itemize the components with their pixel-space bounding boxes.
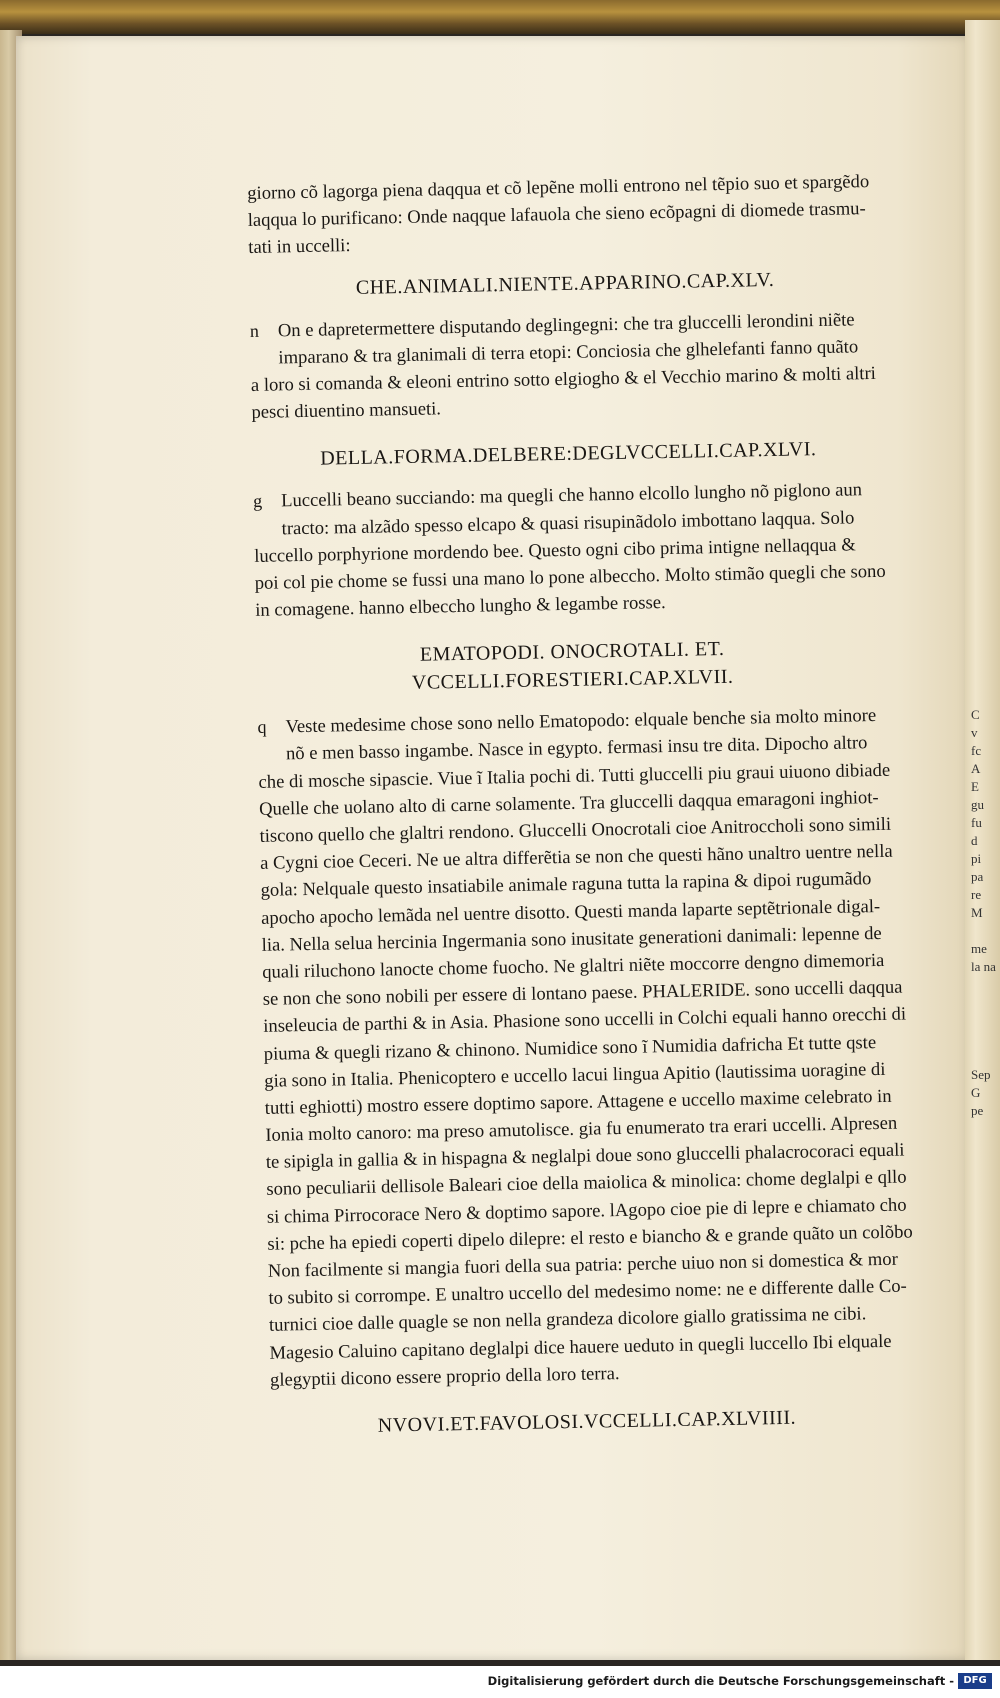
text-line: se non che sono nobili per essere di lontano paese. PHALERIDE. sono uccelli daqqua — [262, 976, 903, 1010]
text-line: Ionia molto canoro: ma preso amutolisce. gia fu enumerato tra erari uccelli. Alpresen — [265, 1112, 898, 1146]
chapter-heading-xlvi: DELLA.FORMA.DELBERE:DEGLVCCELLI.CAP.XLVI. — [320, 438, 817, 470]
paragraph-2 — [250, 305, 884, 426]
text-line: apocho apocho lemãda nel uentre disotto. Questi manda laparte septẽtrionale digal- — [260, 895, 881, 929]
page-text — [247, 168, 913, 1442]
paragraph-3 — [253, 476, 887, 624]
facing-page-edge — [965, 20, 1000, 1660]
text-line: Luccelli beano succiando: ma quegli che hanno elcollo lungho nõ piglono aun — [280, 479, 863, 512]
chapter-heading-xlv: CHE.ANIMALI.NIENTE.APPARINO.CAP.XLV. — [355, 268, 775, 299]
text-line: to subito si corrompe. E unaltro uccello del medesimo nome: ne e differente dalle Co- — [268, 1275, 907, 1309]
text-line: tiscono quello che glaltri rendono. Gluccelli Onocrotali cioe Anitroccholi sono simili — [259, 813, 892, 847]
text-line: giorno cõ lagorga piena daqqua et cõ lepẽne molli entrono nel tẽpio suo et spargẽdo — [247, 171, 870, 204]
text-line: laqqua lo purificano: Onde naqque lafauola che sieno ecõpagni di diomede trasmu- — [247, 198, 866, 232]
text-line: Non facilmente si mangia fuori della sua patria: perche uiuo non si domestica & mor — [267, 1248, 898, 1282]
text-line: imparano & tra glanimali di terra etopi: Conciosia che glhelefanti fanno quãto — [278, 336, 859, 369]
text-line: Magesio Caluino capitano deglalpi dice hauere ueduto in quegli luccello Ibi elquale — [269, 1330, 892, 1364]
guide-letter: q — [257, 716, 267, 738]
text-line: sono peculiarii dellisole Baleari cioe della maiolica & minolica: chome deglalpi e qllo — [266, 1166, 907, 1201]
text-line: nõ e men basso ingambe. Nasce in egypto. fermasi insu tre dita. Dipocho altro — [285, 732, 868, 765]
text-line: gola: Nelquale questo insatiabile animale raguna tutta la rapina & dipoi rugumãdo — [260, 868, 872, 902]
paragraph-1 — [247, 168, 880, 262]
text-line: Veste medesime chose sono nello Ematopodo: elquale benche sia molto minore — [285, 705, 877, 738]
text-line: pesci diuentino mansueti. — [251, 398, 442, 424]
text-line: che di mosche sipascie. Viue ĩ Italia pochi di. Tutti gluccelli piu graui uiuono dibiade — [258, 759, 891, 793]
guide-letter: n — [249, 320, 260, 341]
paragraph-4 — [257, 702, 913, 1394]
text-line: inseleucia de parthi & in Asia. Phasione sono uccelli in Colchi equali hanno orecchi di — [263, 1003, 907, 1038]
book-top-edge — [0, 0, 1000, 34]
chapter-heading-xlvii-line1: EMATOPODI. ONOCROTALI. ET. — [419, 638, 725, 667]
guide-letter: g — [252, 491, 263, 512]
chapter-heading-xlvii-line2: VCCELLI.FORESTIERI.CAP.XLVII. — [411, 666, 734, 695]
chapter-heading-xlviiii: NVOVI.ET.FAVOLOSI.VCCELLI.CAP.XLVIIII. — [377, 1406, 797, 1437]
text-line: si chima Pirrocorace Nero & doptimo sapore. lAgopo cioe pie di lepre e chiamato cho — [266, 1194, 907, 1228]
text-line: a Cygni cioe Ceceri. Ne ue altra differẽtia se non che questi hãno unaltro uentre nella — [259, 840, 893, 875]
text-line: glegyptii dicono essere proprio della loro terra. — [269, 1362, 620, 1391]
dfg-logo: DFG — [958, 1673, 992, 1689]
text-line: turnici cioe dalle quagle se non nella grandeza dicolore giallo gratissima ne cibi. — [268, 1303, 867, 1337]
footer-bar — [0, 1666, 1000, 1698]
text-line: a loro si comanda & eleoni entrino sotto elgiogho & el Vecchio marino & molti altri — [250, 362, 877, 396]
text-line: quali riluchono lanocte chome fuocho. Ne glaltri niẽte moccorre dengno dimemoria — [262, 949, 885, 983]
facing-page-text: C v fc A E gu fu d pi pa re M me la na Sep G pe — [971, 707, 996, 1118]
text-line: te sipigla in gallia & in hispagna & neglalpi doue sono gluccelli phalacrocoraci equali — [265, 1139, 905, 1174]
text-line: On e dapretermettere disputando deglingegni: che tra gluccelli lerondini niẽte — [277, 308, 855, 341]
text-line: in comagene. hanno elbeccho lungho & legambe rosse. — [255, 592, 666, 621]
text-line: tutti eghiotti) mostro essere doptimo sapore. Attagene e uccello maxime celebrato in — [264, 1085, 892, 1119]
text-line: lia. Nella selua hercinia Ingermania sono inusitate generationi danimali: lepenne de — [261, 922, 882, 956]
text-line: si: pche ha epiedi coperti dipelo dilepre: el resto e biancho & e grande quãto un colõbo — [267, 1221, 913, 1255]
text-line: tracto: ma alzãdo spesso elcapo & quasi risupinãdolo imbottano laqqua. Solo — [281, 506, 855, 539]
text-line: gia sono in Italia. Phenicoptero e uccello lacui lingua Apitio (lautissima uoragine di — [264, 1058, 886, 1092]
text-line: poi col pie chome se fussi una mano lo pone albeccho. Molto stimão quegli che sono — [254, 560, 886, 594]
text-line: luccello porphyrione mordendo bee. Questo ogni cibo prima intigne nellaqqua & — [254, 534, 856, 567]
text-line: piuma & quegli rizano & chinono. Numidice sono ĩ Numidia dafricha Et tutte qste — [263, 1031, 877, 1065]
text-line: tati in uccelli: — [248, 235, 351, 259]
funding-credit: Digitalisierung gefördert durch die Deutsche Forschungsgemeinschaft - — [487, 1674, 954, 1688]
text-line: Quelle che uolano alto di carne solamente. Tra gluccelli daqqua emaragoni inghiot- — [258, 786, 879, 820]
